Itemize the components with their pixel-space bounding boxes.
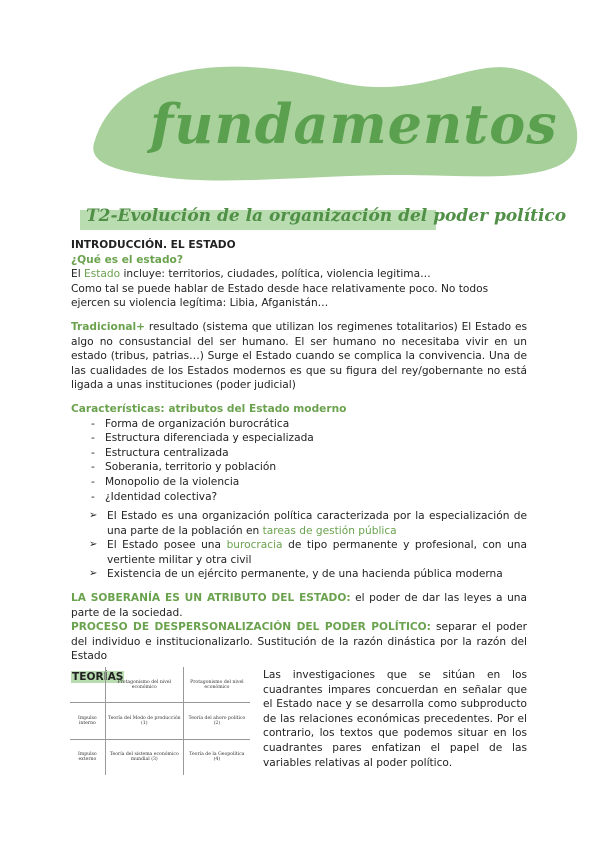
list-item: - ¿Identidad colectiva? xyxy=(71,490,527,505)
table-cell: Teoría del ahoro político (2) xyxy=(183,703,250,740)
page-title: fundamentos xyxy=(150,92,558,156)
list-item: - Soberania, territorio y población xyxy=(71,460,527,475)
list-item: ➢ El Estado posee una burocracia de tipo permanente y profesional, con una vertiente militar y otra civil xyxy=(89,539,527,566)
list-item: ➢ El Estado es una organización política caracterizada por la especialización de una parte de la población en tareas de gestión pública xyxy=(89,510,527,537)
table-header: Protagonismo del nivel económico xyxy=(105,667,183,703)
theories-table xyxy=(70,667,250,775)
intro-line-2: Como tal se puede hablar de Estado desde hace relativamente poco. No todos ejercen su violencia legítima: Libia, Afganistán… xyxy=(71,282,489,310)
traditional-paragraph: Tradicional+ resultado (sistema que utilizan los regimenes totalitarios) El Estado es algo no consustancial del ser humano. El ser humano no necesitaba vivir en un estado (tribus, patrias…) Surge el Estado cuando se complica la convivencia. Una de las cualidades de los Estados modernos es que su figura del rey/gobernante no está ligada a unas instituciones (poder judicial) xyxy=(71,320,527,392)
table-header: Protagonismo del nivel económico xyxy=(183,667,250,703)
theories-paragraph: Las investigaciones que se sitúan en los cuadrantes impares concuerdan en señalar que el Estado nace y se desarrolla como subproducto de las relaciones económicas precedentes. Por el contrario, los textos que podemos situar en los cuadrantes pares enfatizan el papel de las variables relativas al poder político. xyxy=(263,669,527,769)
intro-line-1: El Estado incluye: territorios, ciudades, política, violencia legitima… xyxy=(71,268,431,281)
table-cell: Teoría del Modo de producción (1) xyxy=(105,703,183,740)
table-row-label: Impulso externo xyxy=(70,739,105,775)
depersonalization-paragraph: PROCESO DE DESPERSONALIZACIÓN DEL PODER POLÍTICO: separar el poder del individuo e institucionalizarlo. Sustitución de la razón dinástica por la razón del Estado xyxy=(71,621,528,663)
intro-heading: INTRODUCCIÓN. EL ESTADO xyxy=(71,239,236,251)
table-corner xyxy=(70,667,105,703)
characteristics-list xyxy=(71,417,527,505)
characteristics-bullets xyxy=(71,509,527,582)
list-item: - Forma de organización burocrática xyxy=(71,417,527,432)
arrow-bullet-icon: ➢ xyxy=(89,510,98,522)
arrow-bullet-icon: ➢ xyxy=(89,568,98,580)
list-item: - Estructura diferenciada y especializada xyxy=(71,431,527,446)
characteristics-heading: Características: atributos del Estado moderno xyxy=(71,402,347,415)
table-cell: Teoría de la Geopolítica (4) xyxy=(183,739,250,775)
arrow-bullet-icon: ➢ xyxy=(89,539,98,551)
list-item: - Monopolio de la violencia xyxy=(71,475,527,490)
table-row-label: Impulso interno xyxy=(70,703,105,740)
list-item: ➢ Existencia de un ejército permanente, y de una hacienda pública moderna xyxy=(89,568,503,581)
document-body xyxy=(71,238,527,685)
estado-highlight: Estado xyxy=(84,268,121,281)
list-item: - Estructura centralizada xyxy=(71,446,527,461)
theories-heading: TEORÍAS xyxy=(72,671,124,684)
traditional-label: Tradicional+ xyxy=(71,320,146,333)
sovereignty-paragraph: LA SOBERANÍA ES UN ATRIBUTO DEL ESTADO: el poder de dar las leyes a una parte de la sociedad. xyxy=(71,592,527,619)
intro-question: ¿Qué es el estado? xyxy=(71,253,183,266)
table-cell: Teoría del sistema económico mundial (3) xyxy=(105,739,183,775)
section-subtitle: T2-Evolución de la organización del poder político xyxy=(86,206,567,226)
